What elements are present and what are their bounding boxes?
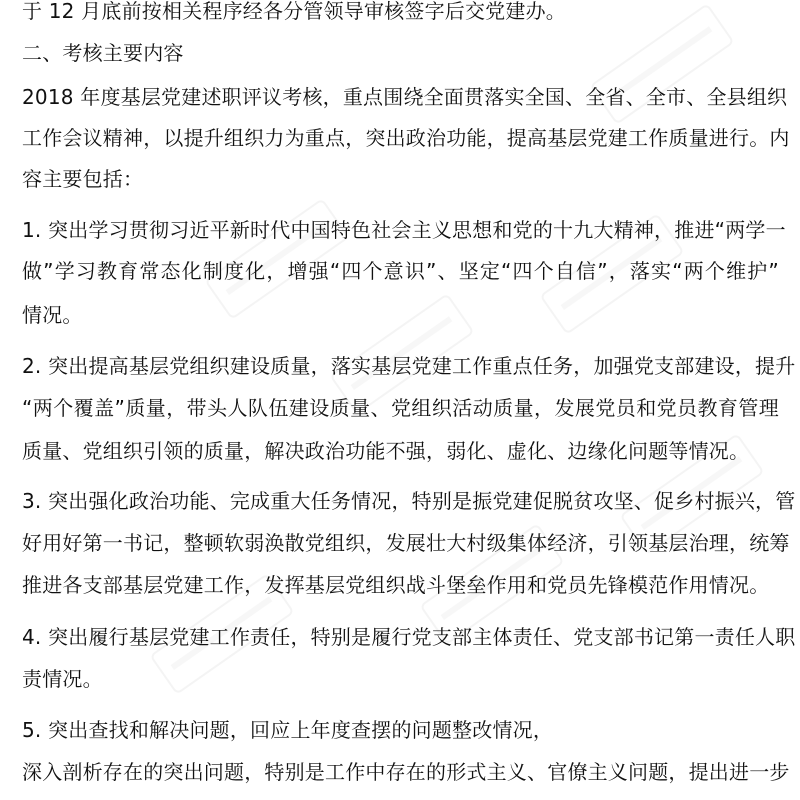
text-line: 工作会议精神，以提升组织力为重点，突出政治功能，提高基层党建工作质量进行。内	[22, 126, 790, 150]
section-heading: 二、考核主要内容	[22, 41, 184, 65]
list-item-line: 1. 突出学习贯彻习近平新时代中国特色社会主义思想和党的十九大精神，推进“两学一	[22, 218, 786, 242]
list-item-line: 2. 突出提高基层党组织建设质量，落实基层党建工作重点任务，加强党支部建设，提升	[22, 354, 796, 378]
list-item-line: 5. 突出查找和解决问题，回应上年度查摆的问题整改情况，	[22, 718, 554, 742]
list-item-line: 质量、党组织引领的质量，解决政治功能不强，弱化、虚化、边缘化问题等情况。	[22, 439, 750, 463]
list-item-line: 推进各支部基层党建工作，发挥基层党组织战斗堡垒作用和党员先锋模范作用情况。	[22, 573, 770, 597]
list-item-line: 4. 突出履行基层党建工作责任，特别是履行党支部主体责任、党支部书记第一责任人职	[22, 625, 796, 649]
text-line: 2018 年度基层党建述职评议考核，重点围绕全面贯落实全国、全省、全市、全县组织	[22, 85, 788, 109]
text-line: 于 12 月底前按相关程序经各分管领导审核签字后交党建办。	[22, 0, 566, 23]
list-item-line: 情况。	[22, 303, 83, 327]
list-item-line: 好用好第一书记，整顿软弱涣散党组织，发展壮大村级集体经济，引领基层治理，统筹	[22, 531, 790, 555]
text-line: 深入剖析存在的突出问题，特别是工作中存在的形式主义、官僚主义问题，提出进一步	[22, 760, 790, 784]
text-line: 容主要包括：	[22, 167, 144, 191]
list-item-line: 3. 突出强化政治功能、完成重大任务情况，特别是振党建促脱贫攻坚、促乡村振兴，管	[22, 489, 796, 513]
list-item-line: 责情况。	[22, 667, 103, 691]
list-item-line: “两个覆盖”质量，带头人队伍建设质量、党组织活动质量，发展党员和党员教育管理	[22, 396, 779, 420]
list-item-line: 做”学习教育常态化制度化，增强“四个意识”、坚定“四个自信”，落实“两个维护”	[22, 259, 779, 283]
